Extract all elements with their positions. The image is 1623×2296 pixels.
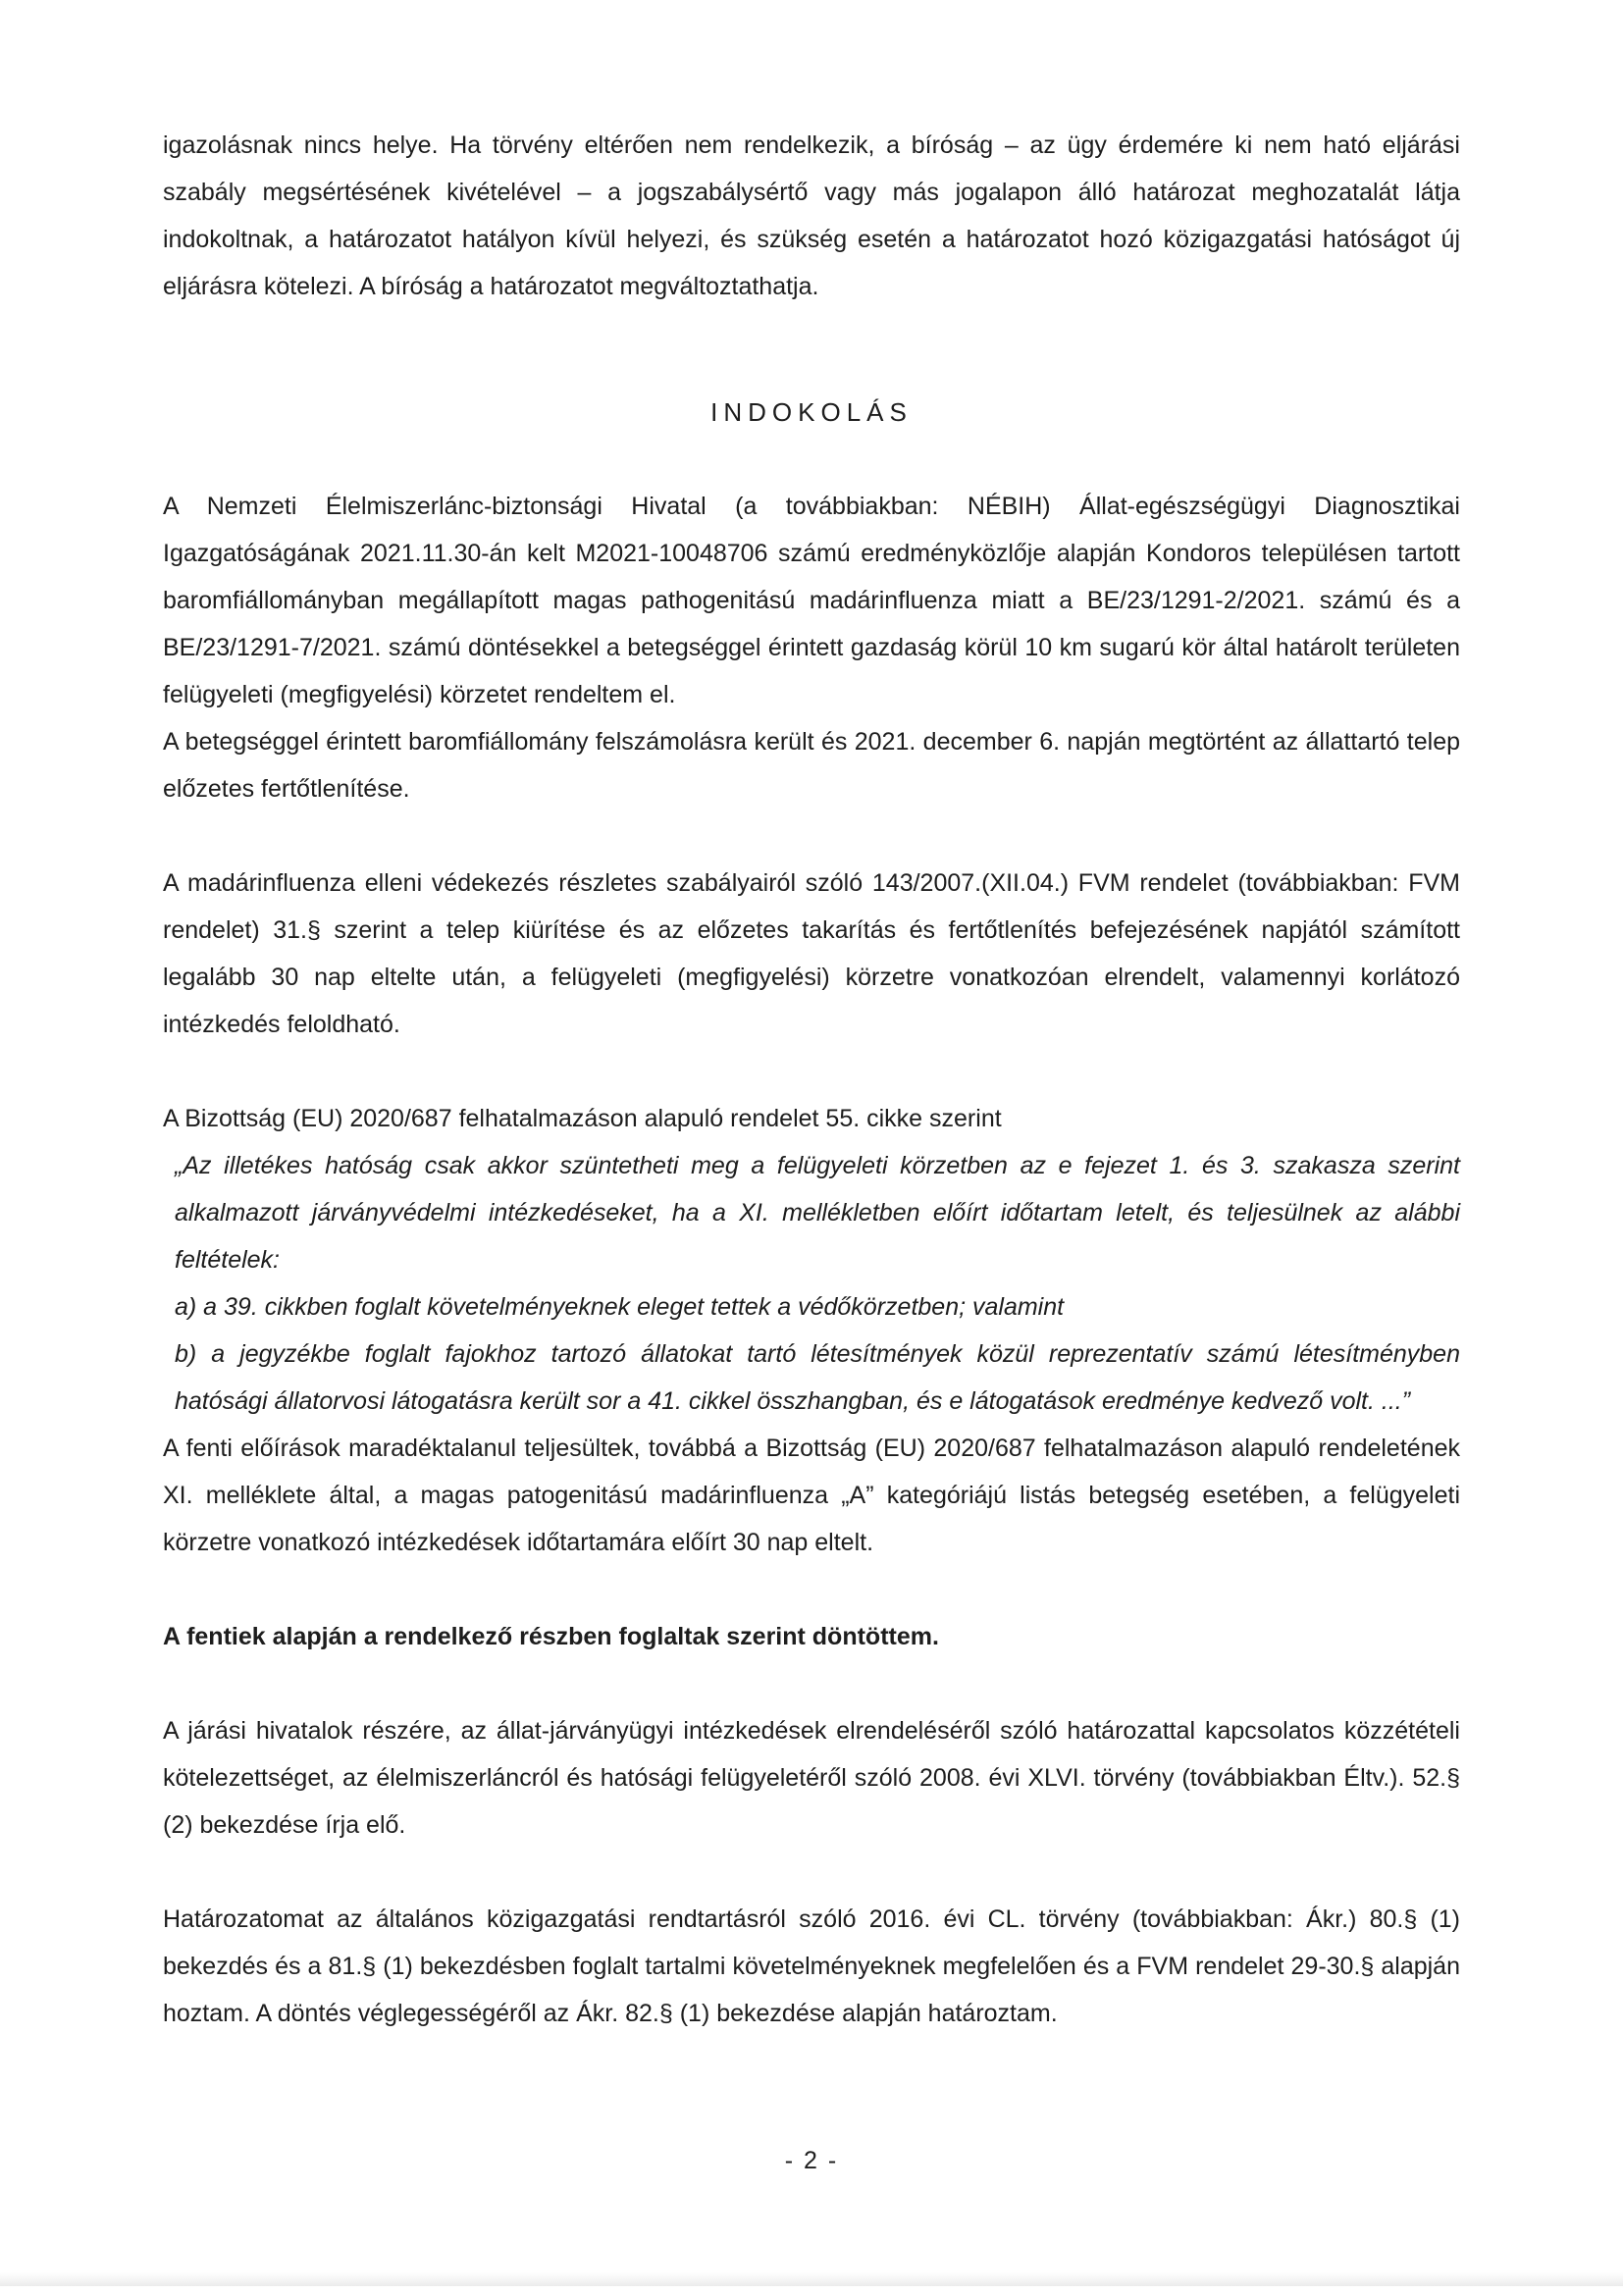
hatarozatomat-paragraph: Határozatomat az általános közigazgatási rendtartásról szóló 2016. évi CL. törvény (továbbiakban: Ákr.) 80.§ (1) bekezdés és a 81.§ (1) bekezdésben foglalt tartalmi követelményeknek megfelelően és a FVM rendelet 29-30.§ alapján hoztam. A döntés véglegességéről az Ákr. 82.§ (1) bekezdése alapján határoztam. [163,1905,1460,2027]
decision-statement: A fentiek alapján a rendelkező részben foglaltak szerint döntöttem. [163,1623,939,1650]
quote-item-a: a) a 39. cikkben foglalt követelményeknek eleget tettek a védőkörzetben; valamint [175,1293,1065,1321]
fenti-paragraph: A fenti előírások maradéktalanul teljesültek, továbbá a Bizottság (EU) 2020/687 felhatalmazáson alapuló rendeletének XI. melléklete által, a magas patogenitású madárinfluenza „A” kategóriájú listás betegség esetében, a felügyeleti körzetre vonatkozó intézkedések időtartamára előírt 30 nap eltelt. [163,1435,1460,1556]
section-heading: INDOKOLÁS [710,397,913,427]
fvm-paragraph: A madárinfluenza elleni védekezés részletes szabályairól szóló 143/2007.(XII.04.) FVM rendelet (továbbiakban: FVM rendelet) 31.§ szerint a telep kiürítése és az előzetes takarítás és fertőtlenítés befejezésének napjától számított legalább 30 nap eltelte után, a felügyeleti (megfigyelési) körzetre vonatkozóan elrendelt, valamennyi korlátozó intézkedés feloldható. [163,869,1460,1038]
spacer [163,1048,1460,1095]
jarasi-paragraph: A járási hivatalok részére, az állat-járványügyi intézkedések elrendeléséről szóló határozattal kapcsolatos közzétételi kötelezettséget, az élelmiszerláncról és hatósági felügyeletéről szóló 2008. évi XLVI. törvény (továbbiakban Éltv.). 52.§ (2) bekezdése írja elő. [163,1717,1460,1839]
spacer [163,310,1460,389]
intro-paragraph: igazolásnak nincs helye. Ha törvény eltérően nem rendelkezik, a bíróság – az ügy érdemére ki nem ható eljárási szabály megsértésének kivételével – a jogszabálysértő vagy más jogalapon álló határozat meghozatalát látja indokoltnak, a határozatot hatályon kívül helyezi, és szükség esetén a határozatot hozó közigazgatási hatóságot új eljárásra kötelezi. A bíróság a határozatot megváltoztathatja. [163,131,1460,300]
spacer [163,436,1460,483]
felszamolas-paragraph: A betegséggel érintett baromfiállomány felszámolásra került és 2021. december 6. napján megtörtént az állattartó telep előzetes fertőtlenítése. [163,728,1460,803]
document-body [163,122,1460,2037]
spacer [163,1660,1460,1707]
scan-edge [0,2272,1623,2286]
spacer [163,1849,1460,1896]
spacer [163,1566,1460,1613]
spacer [163,812,1460,860]
page-number: - 2 - [784,2147,839,2174]
nebih-paragraph: A Nemzeti Élelmiszerlánc-biztonsági Hivatal (a továbbiakban: NÉBIH) Állat-egészségügyi Diagnosztikai Igazgatóságának 2021.11.30-án kelt M2021-10048706 számú eredményközlője alapján Kondoros településen tartott baromfiállományban megállapított magas pathogenitású madárinfluenza miatt a BE/23/1291-2/2021. számú és a BE/23/1291-7/2021. számú döntésekkel a betegséggel érintett gazdaság körül 10 km sugarú kör által határolt területen felügyeleti (megfigyelési) körzetet rendeltem el. [163,493,1460,708]
bizottsag-paragraph: A Bizottság (EU) 2020/687 felhatalmazáson alapuló rendelet 55. cikke szerint [163,1105,1002,1132]
quote-item-b: b) a jegyzékbe foglalt fajokhoz tartozó állatokat tartó létesítmények közül reprezentatív számú létesítményben hatósági állatorvosi látogatásra került sor a 41. cikkel összhangban, és e látogatások eredménye kedvező volt. ...” [175,1340,1460,1415]
quote-intro: „Az illetékes hatóság csak akkor szüntetheti meg a felügyeleti körzetben az e fejezet 1. és 3. szakasza szerint alkalmazott járványvédelmi intézkedéseket, ha a XI. mellékletben előírt időtartam letelt, és teljesülnek az alábbi feltételek: [175,1152,1460,1274]
